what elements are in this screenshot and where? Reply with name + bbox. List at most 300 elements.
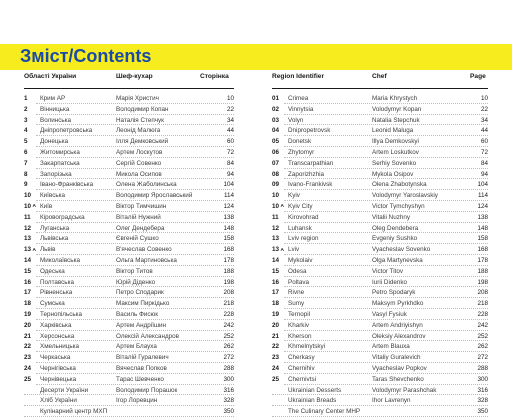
page-number: 168	[223, 246, 234, 254]
region-number: 5	[24, 138, 28, 146]
region-number: 10	[272, 192, 280, 200]
region-number: 25	[272, 375, 280, 383]
contents-row	[24, 149, 234, 160]
region-name: Zaporizhzhia	[288, 170, 325, 178]
contents-row	[24, 246, 234, 257]
region-name: Харківська	[40, 321, 72, 329]
region-name: Львів	[40, 246, 56, 254]
page-number: 328	[477, 397, 488, 405]
contents-row	[24, 279, 234, 290]
region-name: Херсонська	[40, 332, 75, 340]
header-chef: Chef	[372, 73, 387, 80]
region-number: 13	[24, 235, 32, 243]
page-number: 188	[477, 267, 488, 275]
chef-name: Natalia Stepchuk	[372, 116, 420, 124]
page-number: 138	[477, 213, 488, 221]
region-name: Chernihiv	[288, 364, 315, 372]
chef-name: Oleg Dendebera	[372, 224, 419, 232]
region-number: 12	[272, 224, 280, 232]
region-name: Полтавська	[40, 278, 74, 286]
region-name: Львівська	[40, 235, 69, 243]
chef-name: Сергій Совенко	[116, 159, 162, 167]
region-number: 25	[24, 375, 32, 383]
contents-row	[272, 257, 488, 268]
chef-name: Taras Shevchenko	[372, 375, 424, 383]
chef-name: Evgeniy Sushko	[372, 235, 418, 243]
contents-list	[24, 95, 234, 419]
page-number: 228	[223, 310, 234, 318]
region-name: Хліб України	[40, 397, 77, 405]
chef-name: Артем Блауха	[116, 343, 157, 351]
column-header-row	[24, 73, 234, 85]
page-number: 218	[477, 300, 488, 308]
region-name: Sumy	[288, 300, 305, 308]
header-region: Region Identifier	[272, 73, 325, 80]
chef-name: Ihor Lavrenyn	[372, 397, 411, 405]
region-number: 9	[24, 181, 28, 189]
region-number-suffix: А	[32, 204, 36, 210]
chef-name: Olga Martynevska	[372, 256, 423, 264]
contents-row	[24, 214, 234, 225]
chef-name: Петро Сподарик	[116, 289, 164, 297]
page-number: 300	[223, 375, 234, 383]
chef-name: Artem Loskutkov	[372, 148, 419, 156]
contents-row	[24, 127, 234, 138]
region-number: 20	[272, 321, 280, 329]
region-number: 17	[272, 289, 280, 297]
contents-row	[24, 387, 234, 398]
header-rule	[24, 88, 234, 89]
chef-name: Максим Пиркідько	[116, 300, 170, 308]
region-number-suffix: A	[280, 247, 284, 253]
page-number: 208	[477, 289, 488, 297]
page-number: 10	[480, 95, 488, 102]
contents-row	[24, 257, 234, 268]
chef-name: Olena Zhabotynska	[372, 181, 427, 189]
region-name: Luhansk	[288, 224, 312, 232]
contents-column-english	[272, 73, 488, 419]
region-number: 10	[272, 202, 280, 210]
chef-name: Микола Осипов	[116, 170, 162, 178]
chef-name: Maria Khrystych	[372, 95, 418, 102]
region-number: 14	[24, 256, 32, 264]
contents-row	[272, 95, 488, 106]
region-number: 3	[24, 116, 28, 124]
contents-row	[272, 235, 488, 246]
contents-row	[24, 322, 234, 333]
region-number: 11	[272, 213, 279, 221]
contents-row	[24, 365, 234, 376]
region-name: Rivne	[288, 289, 305, 297]
region-number: 20	[24, 321, 32, 329]
region-number: 03	[272, 116, 280, 124]
page-number: 262	[477, 343, 488, 351]
header-chef: Шеф-кухар	[116, 73, 153, 80]
contents-row	[272, 106, 488, 117]
page-number: 158	[223, 235, 234, 243]
page-number: 350	[223, 408, 234, 416]
region-name: Івано-Франківська	[40, 181, 94, 189]
contents-row	[272, 203, 488, 214]
chef-name: Leonid Maluga	[372, 127, 414, 135]
contents-row	[272, 181, 488, 192]
region-number: 19	[272, 310, 280, 318]
chef-name: Віталій Нужний	[116, 213, 161, 221]
region-number: 13	[24, 246, 32, 254]
region-number: 24	[24, 364, 32, 372]
contents-row	[272, 387, 488, 398]
region-number: 01	[272, 95, 280, 102]
region-number: 21	[24, 332, 32, 340]
contents-row	[24, 235, 234, 246]
chef-name: Volodymyr Kopan	[372, 105, 422, 113]
page-number: 316	[477, 386, 488, 394]
region-name: Kherson	[288, 332, 312, 340]
chef-name: Artem Andriyishyn	[372, 321, 423, 329]
region-name: Kharkiv	[288, 321, 309, 329]
region-name: Crimea	[288, 95, 309, 102]
region-name: Cherkasy	[288, 354, 315, 362]
region-name: Луганська	[40, 224, 70, 232]
chef-name: Марія Христич	[116, 95, 159, 102]
region-name: Житомирська	[40, 148, 80, 156]
contents-row	[24, 376, 234, 387]
chef-name: Petro Spodaryk	[372, 289, 416, 297]
contents-row	[24, 397, 234, 408]
page-number: 288	[477, 364, 488, 372]
region-number: 6	[24, 148, 28, 156]
region-name: Чернівецька	[40, 375, 77, 383]
chef-name: В'ячеслав Совенко	[116, 246, 172, 254]
page-number: 148	[223, 224, 234, 232]
region-number: 18	[24, 300, 32, 308]
page-number: 22	[480, 105, 488, 113]
contents-row	[272, 365, 488, 376]
chef-name: Олексій Александров	[116, 332, 179, 340]
chef-name: Iurii Didenko	[372, 278, 407, 286]
page-number: 94	[480, 170, 488, 178]
contents-row	[272, 311, 488, 322]
region-number: 16	[272, 278, 280, 286]
page-number: 350	[477, 408, 488, 416]
region-number: 16	[24, 278, 32, 286]
page-number: 124	[477, 202, 488, 210]
region-name: Запорізька	[40, 170, 72, 178]
region-number: 07	[272, 159, 280, 167]
page-title: Зміст/Contents	[20, 46, 152, 66]
header-rule	[272, 88, 488, 89]
region-number: 18	[272, 300, 280, 308]
region-name: Ternopil	[288, 310, 311, 318]
chef-name: Василь Фисюк	[116, 310, 159, 318]
contents-row	[24, 408, 234, 419]
chef-name: Віктор Тимчишин	[116, 202, 167, 210]
chef-name: Serhiy Sovenko	[372, 159, 417, 167]
region-name: The Culinary Center MHP	[288, 408, 361, 416]
chef-name: Illya Demkovskyi	[372, 138, 419, 146]
region-number: 24	[272, 364, 280, 372]
chef-name: Володимир Ярославський	[116, 192, 193, 200]
contents-row	[272, 300, 488, 311]
contents-row	[272, 149, 488, 160]
contents-row	[272, 171, 488, 182]
region-number: 04	[272, 127, 280, 135]
contents-column-ukrainian	[24, 73, 234, 419]
contents-row	[24, 138, 234, 149]
chef-name: Volodymyr Parashchak	[372, 386, 437, 394]
region-name: Хмельницька	[40, 343, 80, 351]
region-number-suffix: А	[32, 247, 36, 253]
contents-row	[272, 225, 488, 236]
page-number: 124	[223, 202, 234, 210]
region-name: Zhytomyr	[288, 148, 315, 156]
chef-name: Леонід Малюга	[116, 127, 161, 135]
region-name: Odesa	[288, 267, 307, 275]
region-name: Київська	[40, 192, 66, 200]
chef-name: Maksym Pyrkhdko	[372, 300, 424, 308]
page-number: 44	[226, 127, 234, 135]
region-number: 13	[272, 235, 280, 243]
title-banner	[0, 44, 512, 70]
region-name: Kirovohrad	[288, 213, 319, 221]
chef-name: Vitaliy Guralevich	[372, 354, 421, 362]
region-name: Ivano-Frankivsk	[288, 181, 333, 189]
region-name: Київ	[40, 202, 53, 210]
contents-row	[24, 289, 234, 300]
region-name: Кулінарний центр МХП	[40, 408, 108, 416]
contents-row	[24, 343, 234, 354]
chef-name: Наталія Степчук	[116, 116, 164, 124]
chef-name: Євгеній Сушко	[116, 235, 159, 243]
contents-row	[24, 192, 234, 203]
region-name: Ukrainian Desserts	[288, 386, 342, 394]
page-number: 252	[223, 332, 234, 340]
region-number: 02	[272, 105, 280, 113]
region-name: Poltava	[288, 278, 310, 286]
region-name: Закарпатська	[40, 159, 80, 167]
region-number: 2	[24, 105, 28, 113]
page-number: 44	[480, 127, 488, 135]
region-name: Dnipropetrovsk	[288, 127, 331, 135]
chef-name: Mykola Osipov	[372, 170, 414, 178]
page-number: 272	[223, 354, 234, 362]
chef-name: Vasyl Fysiuk	[372, 310, 407, 318]
chef-name: Артем Лоскутов	[116, 148, 163, 156]
contents-row	[272, 333, 488, 344]
region-name: Kyiv	[288, 192, 300, 200]
page-number: 208	[223, 289, 234, 297]
contents-row	[24, 333, 234, 344]
contents-row	[272, 214, 488, 225]
chef-name: Вячеслав Попков	[116, 364, 167, 372]
region-name: Тернопільська	[40, 310, 83, 318]
page-number: 22	[226, 105, 234, 113]
page-number: 198	[477, 278, 488, 286]
contents-row	[24, 117, 234, 128]
region-name: Lviv	[288, 246, 300, 254]
contents-row	[272, 279, 488, 290]
page-number: 84	[480, 159, 488, 167]
contents-row	[272, 127, 488, 138]
page-number: 104	[477, 181, 488, 189]
chef-name: Ілля Демковський	[116, 138, 169, 146]
contents-row	[272, 343, 488, 354]
region-number: 22	[24, 343, 32, 351]
region-name: Миколаївська	[40, 256, 80, 264]
region-number: 1	[24, 95, 28, 102]
region-name: Donetsk	[288, 138, 312, 146]
region-name: Transcarpathian	[288, 159, 334, 167]
contents-row	[272, 376, 488, 387]
chef-name: Володимир Порашок	[116, 386, 178, 394]
contents-row	[272, 322, 488, 333]
page-number: 262	[223, 343, 234, 351]
contents-row	[24, 300, 234, 311]
chef-name: Volodymyr Yaroslavskiy	[372, 192, 438, 200]
page-number: 288	[223, 364, 234, 372]
page-number: 328	[223, 397, 234, 405]
column-header-row	[272, 73, 488, 85]
region-name: Волинська	[40, 116, 72, 124]
chef-name: Ольга Мартиновська	[116, 256, 177, 264]
chef-name: Артем Андріїшин	[116, 321, 167, 329]
contents-row	[272, 268, 488, 279]
page-number: 242	[223, 321, 234, 329]
contents-list	[272, 95, 488, 419]
page-number: 252	[477, 332, 488, 340]
page-number: 272	[477, 354, 488, 362]
header-region: Області України	[24, 73, 77, 80]
page-number: 60	[226, 138, 234, 146]
chef-name: Віталій Гуралевич	[116, 354, 169, 362]
chef-name: Володимир Копан	[116, 105, 169, 113]
region-name: Дніпропетровська	[40, 127, 93, 135]
contents-row	[272, 408, 488, 419]
region-number-suffix: A	[280, 204, 284, 210]
region-number: 12	[24, 224, 32, 232]
region-number: 14	[272, 256, 280, 264]
contents-row	[24, 95, 234, 106]
region-name: Сумська	[40, 300, 65, 308]
contents-row	[272, 289, 488, 300]
contents-row	[24, 225, 234, 236]
page-number: 10	[226, 95, 234, 102]
contents-row	[272, 117, 488, 128]
contents-row	[24, 268, 234, 279]
region-name: Kyiv City	[288, 202, 313, 210]
region-number: 13	[272, 246, 280, 254]
contents-row	[24, 160, 234, 171]
page-number: 168	[477, 246, 488, 254]
region-name: Чернігівська	[40, 364, 76, 372]
page-number: 178	[477, 256, 488, 264]
region-name: Кіровоградська	[40, 213, 85, 221]
region-number: 23	[272, 354, 280, 362]
contents-row	[24, 354, 234, 365]
page-number: 94	[226, 170, 234, 178]
page-number: 60	[480, 138, 488, 146]
chef-name: Victor Titov	[372, 267, 404, 275]
region-number: 11	[24, 213, 31, 221]
chef-name: Victor Tymchyshyn	[372, 202, 425, 210]
page-number: 178	[223, 256, 234, 264]
page-number: 300	[477, 375, 488, 383]
region-number: 19	[24, 310, 32, 318]
page-number: 104	[223, 181, 234, 189]
page-number: 158	[477, 235, 488, 243]
chef-name: Олег Дендебера	[116, 224, 165, 232]
region-name: Mykolaiv	[288, 256, 313, 264]
chef-name: Юрій Діденко	[116, 278, 156, 286]
page-number: 316	[223, 386, 234, 394]
region-name: Vinnytsia	[288, 105, 314, 113]
page-number: 218	[223, 300, 234, 308]
page-number: 188	[223, 267, 234, 275]
header-page: Page	[470, 73, 486, 80]
contents-row	[272, 160, 488, 171]
page-number: 242	[477, 321, 488, 329]
contents-row	[24, 171, 234, 182]
region-name: Ukrainian Breads	[288, 397, 337, 405]
chef-name: Тарас Шевченко	[116, 375, 164, 383]
chef-name: Vitalii Nuzhny	[372, 213, 411, 221]
contents-row	[272, 397, 488, 408]
page-number: 138	[223, 213, 234, 221]
region-number: 10	[24, 202, 32, 210]
region-number: 17	[24, 289, 32, 297]
contents-row	[24, 106, 234, 117]
region-number: 4	[24, 127, 28, 135]
chef-name: Віктор Титов	[116, 267, 153, 275]
region-name: Khmelnytskyi	[288, 343, 326, 351]
page-number: 84	[226, 159, 234, 167]
region-name: Volyn	[288, 116, 304, 124]
page-number: 228	[477, 310, 488, 318]
region-number: 15	[272, 267, 280, 275]
page-number: 72	[226, 148, 234, 156]
chef-name: Ігор Лоревцин	[116, 397, 158, 405]
contents-row	[24, 203, 234, 214]
region-name: Черкаська	[40, 354, 71, 362]
contents-row	[272, 246, 488, 257]
region-number: 7	[24, 159, 28, 167]
chef-name: Oleksiy Alexandrov	[372, 332, 426, 340]
region-name: Донецька	[40, 138, 69, 146]
contents-row	[272, 192, 488, 203]
chef-name: Vyacheslav Popkov	[372, 364, 427, 372]
region-name: Десерти України	[40, 386, 89, 394]
region-number: 09	[272, 181, 280, 189]
contents-row	[272, 354, 488, 365]
page-number: 34	[480, 116, 488, 124]
region-number: 10	[24, 192, 32, 200]
page-number: 148	[477, 224, 488, 232]
region-number: 23	[24, 354, 32, 362]
region-number: 22	[272, 343, 280, 351]
region-number: 21	[272, 332, 280, 340]
region-name: Крим АР	[40, 95, 66, 102]
region-number: 08	[272, 170, 280, 178]
chef-name: Artem Blauxa	[372, 343, 410, 351]
contents-row	[272, 138, 488, 149]
region-name: Одеська	[40, 267, 65, 275]
region-name: Chernivtsi	[288, 375, 316, 383]
region-number: 05	[272, 138, 280, 146]
header-page: Сторінка	[200, 73, 229, 80]
chef-name: Олена Жаболинська	[116, 181, 177, 189]
page-number: 34	[226, 116, 234, 124]
region-name: Lviv region	[288, 235, 319, 243]
